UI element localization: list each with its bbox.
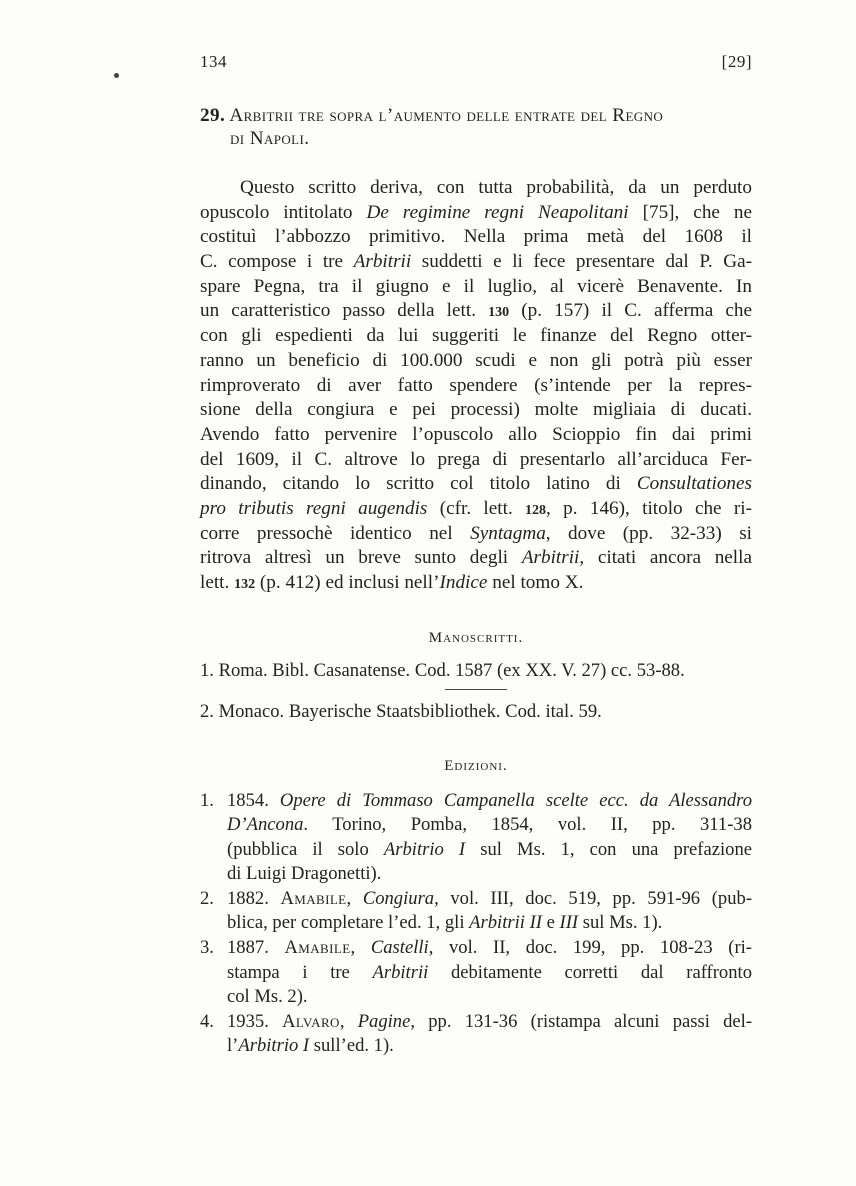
edition-line: col Ms. 2). [227, 985, 308, 1007]
manuscripts-heading: Manoscritti. [428, 629, 524, 646]
body-line: costituì l’abbozzo primitivo. Nella prima metà del 1608 il [200, 226, 752, 248]
body-line: un caratteristico passo della lett. 130 (p. 157) il C. afferma che [200, 300, 752, 322]
divider-rule [445, 689, 507, 690]
edition-item [200, 936, 752, 1009]
running-head [200, 52, 752, 74]
body-line: opuscolo intitolato De regimine regni Neapolitani [75], che ne [200, 201, 752, 223]
edition-number: 2. [200, 887, 214, 909]
manuscript-item: 2. Monaco. Bayerische Staatsbibliothek. Cod. ital. 59. [200, 701, 602, 723]
edition-line: blica, per completare l’ed. 1, gli Arbitrii II e III sul Ms. 1). [227, 912, 663, 934]
edition-number: 3. [200, 937, 214, 959]
editions-heading: Edizioni. [444, 758, 508, 775]
entry-reference: [29] [721, 52, 752, 71]
body-line: C. compose i tre Arbitrii suddetti e li fece presentare dal P. Ga- [200, 251, 752, 273]
entry-title-line2: di Napoli. [230, 128, 310, 149]
body-line: spare Pegna, tra il giugno e il luglio, al vicerè Benavente. In [200, 275, 752, 297]
manuscript-item: 1. Roma. Bibl. Casanatense. Cod. 1587 (ex XX. V. 27) cc. 53-88. [200, 660, 685, 682]
body-line: sione della congiura e pei processi) molte migliaia di ducati. [200, 399, 752, 421]
ink-speck [114, 73, 119, 78]
page-content [200, 104, 752, 1059]
edition-item [200, 887, 752, 935]
edition-item [200, 789, 752, 886]
body-line: del 1609, il C. altrove lo prega di presentarlo all’arciduca Fer- [200, 448, 752, 470]
edition-line: 1887. Amabile, Castelli, vol. II, doc. 199, pp. 108-23 (ri- [227, 937, 753, 959]
edition-line: (pubblica il solo Arbitrio I sul Ms. 1, con una prefazione [227, 838, 752, 860]
body-line: Avendo fatto pervenire l’opuscolo allo Scioppio fin dai primi [200, 423, 752, 445]
body-line: dinando, citando lo scritto col titolo latino di Consultationes [200, 473, 752, 495]
entry-heading [200, 104, 752, 150]
body-line: ranno un beneficio di 100.000 scudi e non gli potrà più esser [200, 349, 752, 371]
entry-description [200, 176, 752, 596]
body-line: rimproverato di aver fatto spendere (s’intende per la repres- [200, 374, 752, 396]
entry-title-line1: Arbitrii tre sopra l’aumento delle entrate del Regno [229, 105, 664, 126]
entry-number: 29. [200, 105, 226, 126]
edition-number: 4. [200, 1010, 214, 1032]
body-line: pro tributis regni augendis (cfr. lett. 128, p. 146), titolo che ri- [200, 497, 752, 519]
edition-number: 1. [200, 790, 214, 812]
body-line: ritrova altresì un breve sunto degli Arbitrii, citati ancora nella [200, 547, 752, 569]
edition-line: 1882. Amabile, Congiura, vol. III, doc. 519, pp. 591-96 (pub- [227, 887, 753, 909]
edition-line: l’Arbitrio I sull’ed. 1). [227, 1035, 394, 1057]
page-number: 134 [200, 52, 227, 71]
body-line: con gli espedienti da lui suggeriti le finanze del Regno otter- [200, 325, 752, 347]
edition-line: 1854. Opere di Tommaso Campanella scelte ecc. da Alessandro [227, 790, 752, 812]
edition-line: 1935. Alvaro, Pagine, pp. 131-36 (ristampa alcuni passi del- [227, 1010, 753, 1032]
body-line: corre pressochè identico nel Syntagma, dove (pp. 32-33) si [200, 522, 753, 544]
body-line: Questo scritto deriva, con tutta probabilità, da un perduto [240, 177, 752, 198]
editions-list [200, 789, 752, 1058]
edition-line: D’Ancona. Torino, Pomba, 1854, vol. II, pp. 311-38 [227, 814, 752, 836]
body-line: lett. 132 (p. 412) ed inclusi nell’Indice nel tomo X. [200, 572, 584, 593]
edition-item [200, 1010, 752, 1058]
edition-line: stampa i tre Arbitrii debitamente corretti dal raffronto [227, 961, 752, 983]
edition-line: di Luigi Dragonetti). [227, 862, 382, 884]
